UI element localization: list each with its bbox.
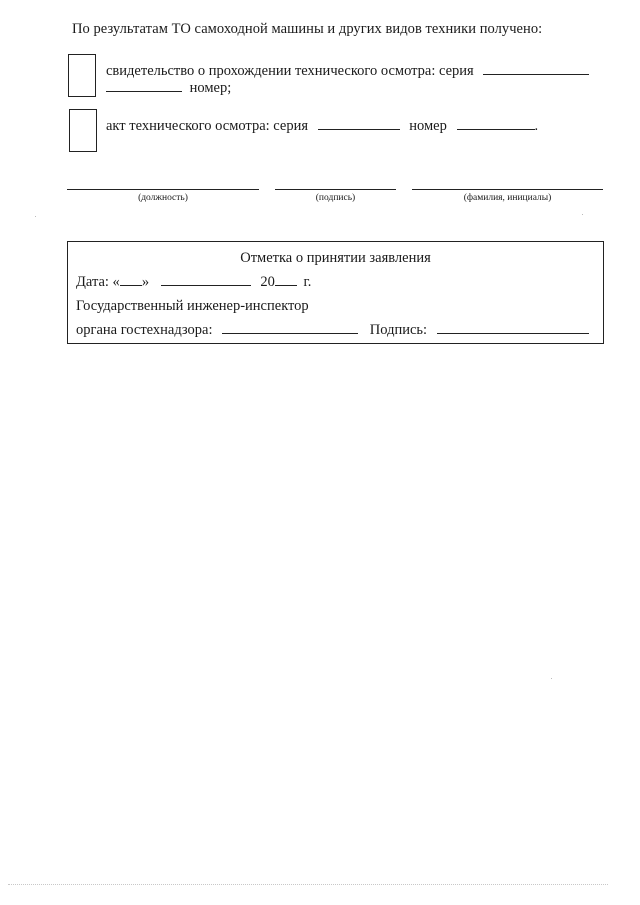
act-series-field[interactable] bbox=[318, 117, 400, 130]
name-field[interactable] bbox=[412, 189, 603, 190]
position-caption: (должность) bbox=[138, 193, 188, 203]
certificate-number-field[interactable] bbox=[106, 79, 182, 92]
acceptance-signature-field[interactable] bbox=[437, 321, 589, 334]
act-checkbox[interactable] bbox=[69, 109, 97, 152]
inspector-line-2 bbox=[76, 321, 589, 339]
act-number-field[interactable] bbox=[457, 117, 535, 130]
date-day-field[interactable] bbox=[120, 273, 142, 286]
date-label: Дата: « bbox=[76, 274, 120, 290]
date-year-suffix: г. bbox=[303, 274, 312, 290]
acceptance-box bbox=[67, 241, 604, 344]
signature-caption: (подпись) bbox=[315, 193, 356, 203]
act-end-period: . bbox=[534, 118, 539, 134]
name-caption: (фамилия, инициалы) bbox=[463, 193, 552, 203]
certificate-line-2 bbox=[106, 79, 231, 97]
scan-speck bbox=[582, 214, 583, 215]
date-close-quote: » bbox=[141, 274, 150, 290]
authority-label: органа гостехнадзора: bbox=[76, 322, 213, 338]
signature-field[interactable] bbox=[275, 189, 396, 190]
acceptance-date-line bbox=[76, 273, 311, 291]
date-month-field[interactable] bbox=[161, 273, 251, 286]
scan-speck bbox=[35, 216, 36, 217]
act-line bbox=[106, 117, 538, 135]
certificate-line-1 bbox=[106, 62, 589, 80]
date-year-prefix: 20 bbox=[260, 274, 275, 290]
position-field[interactable] bbox=[67, 189, 259, 190]
certificate-series-field[interactable] bbox=[483, 62, 589, 75]
authority-field[interactable] bbox=[222, 321, 358, 334]
act-number-label: номер bbox=[409, 118, 447, 134]
scan-speck bbox=[551, 678, 552, 679]
acceptance-signature-label: Подпись: bbox=[369, 322, 428, 338]
scan-noise-line bbox=[8, 884, 608, 885]
intro-text: По результатам ТО самоходной машины и других видов техники получено: bbox=[72, 21, 543, 37]
certificate-label: свидетельство о прохождении технического осмотра: серия bbox=[106, 63, 474, 79]
act-label: акт технического осмотра: серия bbox=[106, 118, 309, 134]
certificate-number-label: номер; bbox=[189, 80, 232, 96]
date-year-field[interactable] bbox=[275, 273, 297, 286]
certificate-checkbox[interactable] bbox=[68, 54, 96, 97]
acceptance-title: Отметка о принятии заявления bbox=[240, 250, 431, 266]
inspector-line-1: Государственный инженер-инспектор bbox=[76, 298, 309, 314]
